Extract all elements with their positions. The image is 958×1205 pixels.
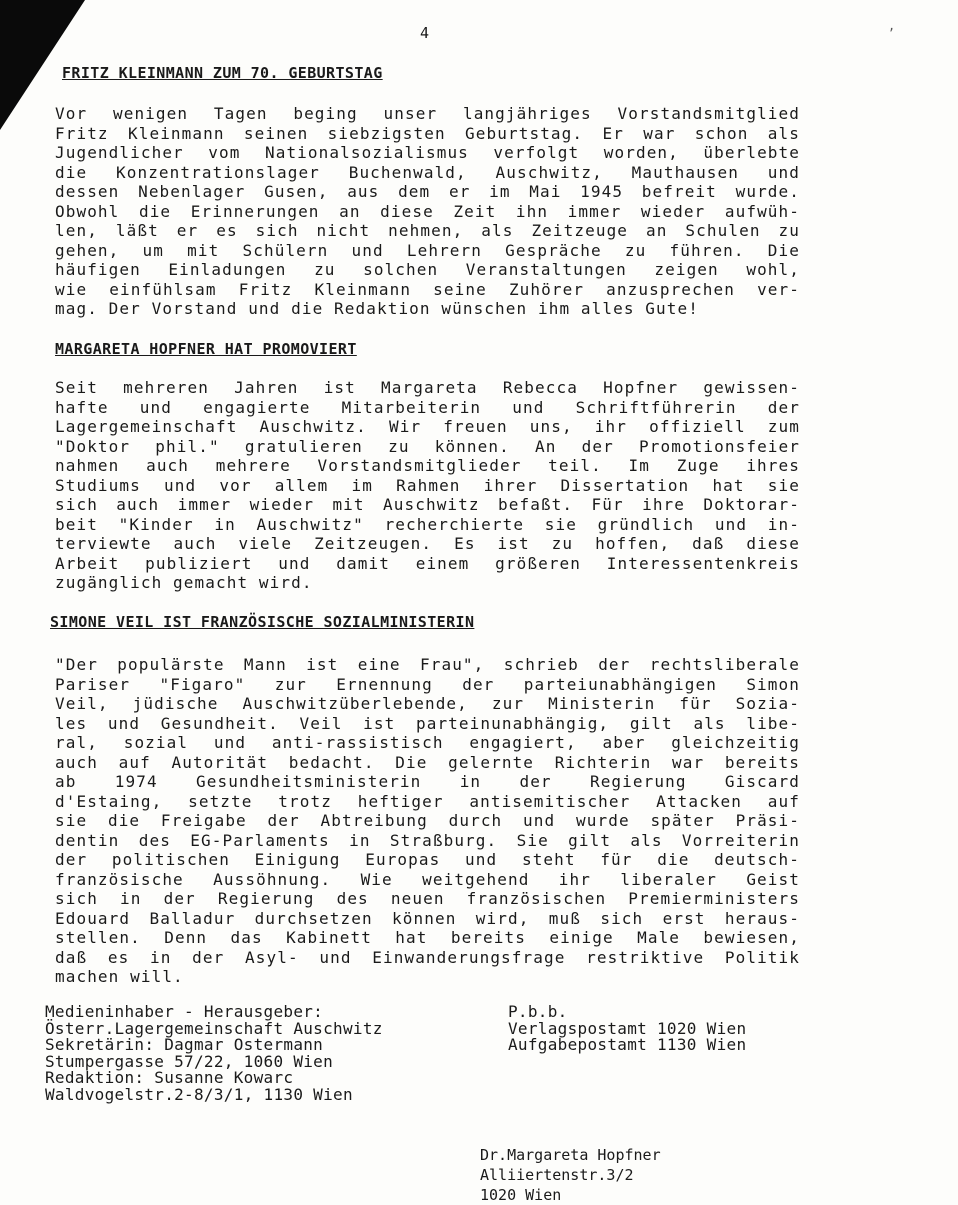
text-line: dessen Nebenlager Gusen, aus dem er im Mai 1945 befreit wurde. <box>55 182 800 201</box>
text-line: zugänglich gemacht wird. <box>55 573 313 592</box>
text-line: Aufgabepostamt 1130 Wien <box>508 1035 747 1054</box>
imprint-publisher <box>45 1004 383 1103</box>
text-line: dentin des EG-Parlaments in Straßburg. Sie gilt als Vorreiterin <box>55 830 800 850</box>
text-line: d'Estaing, setzte trotz heftiger antisemitischer Attacken auf <box>55 791 800 811</box>
text-line: machen will. <box>55 967 184 986</box>
text-line: Österr.Lagergemeinschaft Auschwitz <box>45 1018 383 1038</box>
text-line: daß es in der Asyl- und Einwanderungsfrage restriktive Politik <box>55 947 800 967</box>
text-line: Verlagspostamt 1020 Wien <box>508 1018 747 1038</box>
text-line: P.b.b. <box>508 1002 568 1021</box>
article-1-heading: FRITZ KLEINMANN ZUM 70. GEBURTSTAG <box>62 64 383 82</box>
article-3-heading: SIMONE VEIL IST FRANZÖSISCHE SOZIALMINISTERIN <box>50 613 475 631</box>
text-line: Redaktion: Susanne Kowarc <box>45 1068 294 1087</box>
text-line: wie einfühlsam Fritz Kleinmann seine Zuhörer anzusprechen ver- <box>55 279 800 299</box>
text-line: sich auch immer wieder mit Auschwitz befaßt. Für ihre Doktorar- <box>55 495 800 514</box>
text-line: sie die Freigabe der Abtreibung durch und wurde später Präsi- <box>55 811 800 830</box>
text-line: Vor wenigen Tagen beging unser langjähriges Vorstandsmitglied <box>55 104 800 123</box>
text-line: der politischen Einigung Europas und steht für die deutsch- <box>55 850 800 869</box>
text-line: Jugendlicher vom Nationalsozialismus verfolgt worden, überlebte <box>55 143 800 162</box>
text-line: beit "Kinder in Auschwitz" recherchierte sie gründlich und in- <box>55 514 800 534</box>
article-3-body <box>55 655 800 987</box>
article-2-heading: MARGARETA HOPFNER HAT PROMOVIERT <box>55 340 357 358</box>
text-line: nahmen auch mehrere Vorstandsmitglieder teil. Im Zuge ihres <box>55 456 800 475</box>
text-line: "Der populärste Mann ist eine Frau", schrieb der rechtsliberale <box>55 655 800 674</box>
imprint-postal <box>508 1004 746 1054</box>
text-line: Lagergemeinschaft Auschwitz. Wir freuen uns, ihr offiziell zum <box>55 417 800 436</box>
text-line: Dr.Margareta Hopfner <box>480 1146 661 1164</box>
text-line: Sekretärin: Dagmar Ostermann <box>45 1035 324 1054</box>
text-line: Alliiertenstr.3/2 <box>480 1166 634 1184</box>
text-line: len, läßt er es sich nicht nehmen, als Zeitzeuge an Schulen zu <box>55 221 800 240</box>
text-line: Waldvogelstr.2-8/3/1, 1130 Wien <box>45 1084 353 1104</box>
text-line: stellen. Denn das Kabinett hat bereits einige Male bewiesen, <box>55 928 800 947</box>
article-2-body <box>55 378 800 593</box>
text-line: gehen, um mit Schülern und Lehrern Gespräche zu führen. Die <box>55 240 800 260</box>
article-1-body <box>55 104 800 319</box>
text-line: Edouard Balladur durchsetzen können wird, muß sich erst heraus- <box>55 908 800 928</box>
text-line: französische Aussöhnung. Wie weitgehend ihr liberaler Geist <box>55 869 800 889</box>
text-line: Seit mehreren Jahren ist Margareta Rebecca Hopfner gewissen- <box>55 378 800 397</box>
text-line: sich in der Regierung des neuen französischen Premierministers <box>55 889 800 908</box>
text-line: Fritz Kleinmann seinen siebzigsten Geburtstag. Er war schon als <box>55 123 800 143</box>
text-line: Veil, jüdische Auschwitzüberlebende, zur Ministerin für Sozia- <box>55 694 800 713</box>
text-line: häufigen Einladungen zu solchen Veranstaltungen zeigen wohl, <box>55 260 800 279</box>
text-line: mag. Der Vorstand und die Redaktion wünschen ihm alles Gute! <box>55 299 699 318</box>
text-line: "Doktor phil." gratulieren zu können. An der Promotionsfeier <box>55 436 800 456</box>
margin-marks: ‚ <box>888 19 896 33</box>
text-line: les und Gesundheit. Veil ist parteinunabhängig, gilt als libe- <box>55 713 800 733</box>
text-line: ral, sozial und anti-rassistisch engagiert, aber gleichzeitig <box>55 733 800 752</box>
text-line: Arbeit publiziert und damit einem größeren Interessentenkreis <box>55 553 800 573</box>
text-line: terviewte auch viele Zeitzeugen. Es ist zu hoffen, daß diese <box>55 534 800 553</box>
text-line: 1020 Wien <box>480 1186 562 1204</box>
text-line: Medieninhaber - Herausgeber: <box>45 1002 324 1021</box>
text-line: Obwohl die Erinnerungen an diese Zeit ihn immer wieder aufwüh- <box>55 201 800 221</box>
text-line: ab 1974 Gesundheitsministerin in der Regierung Giscard <box>55 772 800 791</box>
text-line: die Konzentrationslager Buchenwald, Auschwitz, Mauthausen und <box>55 162 800 182</box>
text-line: Stumpergasse 57/22, 1060 Wien <box>45 1051 334 1071</box>
address-label <box>480 1145 661 1205</box>
page-number: 4 <box>420 24 430 42</box>
text-line: hafte und engagierte Mitarbeiterin und Schriftführerin der <box>55 397 800 417</box>
text-line: Studiums und vor allem im Rahmen ihrer Dissertation hat sie <box>55 475 800 495</box>
text-line: auch auf Autorität bedacht. Die gelernte Richterin war bereits <box>55 752 800 772</box>
text-line: Pariser "Figaro" zur Ernennung der parteiunabhängigen Simon <box>55 674 800 694</box>
